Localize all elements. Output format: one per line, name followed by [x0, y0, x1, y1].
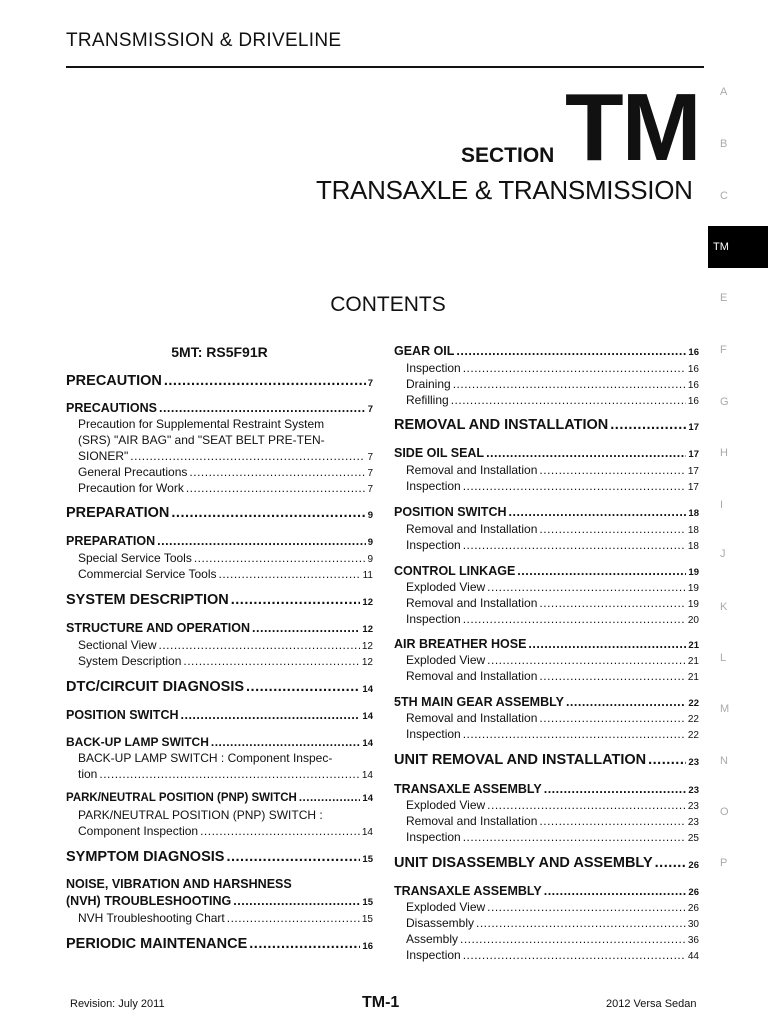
toc-entry-symptom-diagnosis[interactable]: [66, 849, 373, 865]
toc-label: Inspection: [406, 727, 461, 741]
toc-label: SIDE OIL SEAL: [394, 446, 485, 460]
toc-page: 18: [688, 508, 699, 519]
toc-label: Assembly: [406, 932, 459, 946]
toc-entry-gear-oil-inspection[interactable]: [394, 361, 699, 375]
toc-page: 14: [362, 684, 373, 695]
toc-page: 15: [361, 914, 373, 925]
toc-page: 14: [362, 711, 373, 722]
header-title: TRANSMISSION & DRIVELINE: [66, 30, 342, 51]
toc-entry-control-linkage[interactable]: [394, 564, 699, 578]
toc-page: 19: [688, 567, 699, 578]
toc-page: 7: [367, 468, 373, 479]
toc-page: 15: [362, 854, 373, 865]
toc-label: Inspection: [406, 361, 461, 375]
toc-entry-fifth-main-gear[interactable]: [394, 695, 699, 709]
tab-f[interactable]: F: [720, 344, 727, 356]
toc-page: 21: [687, 672, 699, 683]
toc-label: Component Inspection: [78, 824, 199, 838]
toc-entry-backup-comp-line1[interactable]: BACK-UP LAMP SWITCH : Component Inspec-: [78, 751, 333, 765]
toc-label: Inspection: [406, 612, 461, 626]
toc-page: 7: [367, 452, 373, 463]
toc-entry-sos-removal[interactable]: [394, 463, 699, 477]
toc-page: 17: [687, 466, 699, 477]
toc-entry-position-switch[interactable]: [66, 708, 373, 722]
toc-entry-cl-inspection[interactable]: [394, 612, 699, 626]
toc-page: 22: [687, 730, 699, 741]
toc-entry-refilling[interactable]: [394, 393, 699, 407]
toc-page: 26: [687, 903, 699, 914]
toc-entry-structure-and-operation[interactable]: [66, 621, 373, 635]
toc-page: 12: [362, 597, 373, 608]
toc-label: PRECAUTION: [66, 373, 162, 389]
header-rule: [66, 66, 704, 68]
toc-page: 14: [362, 793, 373, 804]
toc-entry-periodic-maintenance[interactable]: [66, 936, 373, 952]
footer-model: 2012 Versa Sedan: [606, 998, 697, 1010]
toc-page: 18: [687, 541, 699, 552]
contents-title: CONTENTS: [330, 293, 446, 316]
toc-page: 9: [367, 554, 373, 565]
footer-page-id: TM-1: [362, 994, 400, 1011]
toc-label: Exploded View: [406, 653, 486, 667]
toc-page: 26: [688, 860, 699, 871]
toc-label: Draining: [406, 377, 451, 391]
toc-page: 14: [361, 770, 373, 781]
toc-page: 36: [687, 935, 699, 946]
toc-page: 16: [687, 396, 699, 407]
tab-tm[interactable]: TM: [708, 226, 768, 268]
toc-label: UNIT DISASSEMBLY AND ASSEMBLY: [394, 855, 653, 871]
toc-label: System Description: [78, 654, 182, 668]
tab-a[interactable]: A: [720, 86, 728, 98]
toc-label: Removal and Installation: [406, 669, 538, 683]
toc-label: Removal and Installation: [406, 522, 538, 536]
toc-label: PERIODIC MAINTENANCE: [66, 936, 248, 952]
tab-e[interactable]: E: [720, 292, 728, 304]
toc-entry-unit-disassembly[interactable]: [394, 855, 699, 871]
toc-label: Removal and Installation: [406, 814, 538, 828]
toc-entry-commercial-service-tools[interactable]: [66, 567, 373, 581]
toc-label: Sectional View: [78, 638, 157, 652]
toc-entry-dtc-circuit-diagnosis[interactable]: [66, 679, 373, 695]
toc-page: 7: [367, 484, 373, 495]
toc-entry-ta2-disassembly[interactable]: [394, 916, 699, 930]
section-code: TM: [565, 74, 700, 181]
toc-entry-ps-removal[interactable]: [394, 522, 699, 536]
toc-entry-pnp-comp-line2[interactable]: [66, 824, 373, 838]
toc-label: Inspection: [406, 948, 461, 962]
toc-label: Removal and Installation: [406, 596, 538, 610]
toc-label: GEAR OIL: [394, 344, 455, 358]
toc-entry-fmg-removal[interactable]: [394, 711, 699, 725]
toc-page: 12: [361, 657, 373, 668]
tab-g[interactable]: G: [720, 396, 729, 408]
toc-page: 7: [367, 378, 373, 389]
toc-label: AIR BREATHER HOSE: [394, 637, 527, 651]
toc-label: Exploded View: [406, 900, 486, 914]
toc-page: 17: [687, 482, 699, 493]
toc-page: 23: [688, 785, 699, 796]
toc-page: 14: [361, 827, 373, 838]
toc-label: CONTROL LINKAGE: [394, 564, 516, 578]
section-word: SECTION: [461, 144, 555, 167]
toc-entry-srs-line2[interactable]: (SRS) "AIR BAG" and "SEAT BELT PRE-TEN-: [78, 433, 325, 447]
toc-entry-air-breather-hose[interactable]: [394, 637, 699, 651]
toc-entry-special-service-tools[interactable]: [66, 551, 373, 565]
toc-label: Inspection: [406, 830, 461, 844]
toc-label: SYSTEM DESCRIPTION: [66, 592, 229, 608]
toc-label: POSITION SWITCH: [66, 708, 179, 722]
toc-page: 18: [687, 525, 699, 536]
toc-page: 44: [687, 951, 699, 962]
toc-label: UNIT REMOVAL AND INSTALLATION: [394, 752, 647, 768]
toc-entry-abh-removal[interactable]: [394, 669, 699, 683]
tab-h[interactable]: H: [720, 447, 728, 459]
toc-label: SYMPTOM DIAGNOSIS: [66, 849, 225, 865]
toc-label: (NVH) TROUBLESHOOTING: [66, 894, 232, 908]
toc-entry-system-description-item[interactable]: [66, 654, 373, 668]
toc-page: 22: [687, 714, 699, 725]
toc-page: 23: [687, 801, 699, 812]
toc-label: Exploded View: [406, 580, 486, 594]
toc-label: Exploded View: [406, 798, 486, 812]
toc-label: PRECAUTIONS: [66, 401, 157, 415]
toc-page: 9: [367, 537, 373, 548]
toc-entry-ta1-removal[interactable]: [394, 814, 699, 828]
toc-label: NVH Troubleshooting Chart: [78, 911, 225, 925]
tab-b[interactable]: B: [720, 138, 728, 150]
toc-label: Precaution for Work: [78, 481, 184, 495]
tab-j[interactable]: J: [720, 548, 726, 560]
toc-entry-srs-line1[interactable]: Precaution for Supplemental Restraint System: [78, 417, 325, 431]
toc-label: Inspection: [406, 538, 461, 552]
toc-entry-nvh-line1[interactable]: NOISE, VIBRATION AND HARSHNESS: [66, 877, 292, 891]
tab-l[interactable]: L: [720, 652, 727, 664]
toc-entry-fmg-inspection[interactable]: [394, 727, 699, 741]
toc-entry-transaxle-assembly-1[interactable]: [394, 782, 699, 796]
toc-entry-abh-exploded[interactable]: [394, 653, 699, 667]
toc-label: Inspection: [406, 479, 461, 493]
toc-entry-preparation[interactable]: [66, 505, 373, 521]
toc-label: REMOVAL AND INSTALLATION: [394, 417, 609, 433]
toc-entry-pnp-switch[interactable]: [66, 792, 373, 804]
toc-entry-gear-oil[interactable]: [394, 344, 699, 358]
tab-o[interactable]: O: [720, 806, 729, 818]
tab-i[interactable]: I: [720, 499, 724, 511]
toc-page: 16: [687, 364, 699, 375]
toc-label: DTC/CIRCUIT DIAGNOSIS: [66, 679, 245, 695]
toc-entry-sectional-view[interactable]: [66, 638, 373, 652]
toc-label: Disassembly: [406, 916, 475, 930]
toc-page: 20: [687, 615, 699, 626]
toc-label: TRANSAXLE ASSEMBLY: [394, 782, 542, 796]
toc-page: 26: [688, 887, 699, 898]
toc-page: 30: [687, 919, 699, 930]
toc-label: PREPARATION: [66, 505, 170, 521]
toc-page: 19: [687, 583, 699, 594]
toc-page: 17: [688, 449, 699, 460]
toc-entry-system-description[interactable]: [66, 592, 373, 608]
toc-entry-draining[interactable]: [394, 377, 699, 391]
toc-entry-unit-removal[interactable]: [394, 752, 699, 768]
tab-n[interactable]: N: [720, 755, 728, 767]
toc-page: 21: [688, 640, 699, 651]
toc-entry-cl-exploded[interactable]: [394, 580, 699, 594]
toc-page: 12: [362, 624, 373, 635]
toc-entry-cl-removal[interactable]: [394, 596, 699, 610]
toc-page: 22: [688, 698, 699, 709]
toc-label: TRANSAXLE ASSEMBLY: [394, 884, 542, 898]
toc-entry-preparation-sub[interactable]: [66, 534, 373, 548]
toc-label: General Precautions: [78, 465, 188, 479]
toc-entry-precautions[interactable]: [66, 401, 373, 415]
toc-page: 15: [362, 897, 373, 908]
toc-label: 5TH MAIN GEAR ASSEMBLY: [394, 695, 564, 709]
toc-label: Special Service Tools: [78, 551, 192, 565]
toc-label: SIONER": [78, 449, 129, 463]
toc-label: PARK/NEUTRAL POSITION (PNP) SWITCH: [66, 792, 297, 804]
toc-entry-ta2-inspection[interactable]: [394, 948, 699, 962]
toc-label: Refilling: [406, 393, 449, 407]
toc-page: 17: [688, 422, 699, 433]
toc-entry-general-precautions[interactable]: [66, 465, 373, 479]
toc-entry-backup-comp-line2[interactable]: [66, 767, 373, 781]
tab-c[interactable]: C: [720, 190, 728, 202]
toc-page: 19: [687, 599, 699, 610]
toc-entry-ta2-exploded[interactable]: [394, 900, 699, 914]
toc-page: 9: [367, 510, 373, 521]
toc-label: Removal and Installation: [406, 463, 538, 477]
toc-page: 21: [687, 656, 699, 667]
toc-entry-transaxle-assembly-2[interactable]: [394, 884, 699, 898]
toc-label: STRUCTURE AND OPERATION: [66, 621, 251, 635]
toc-entry-backup-lamp-switch[interactable]: [66, 735, 373, 749]
transmission-model-heading: 5MT: RS5F91R: [171, 344, 268, 360]
toc-page: 16: [362, 941, 373, 952]
tab-k[interactable]: K: [720, 601, 728, 613]
tab-m[interactable]: M: [720, 703, 730, 715]
toc-page: 25: [687, 833, 699, 844]
section-index-tabs: [708, 0, 768, 1024]
toc-entry-srs-line3[interactable]: [66, 449, 373, 463]
toc-label: POSITION SWITCH: [394, 505, 507, 519]
toc-label: Commercial Service Tools: [78, 567, 217, 581]
toc-entry-precaution[interactable]: [66, 373, 373, 389]
toc-page: 12: [361, 641, 373, 652]
tab-p[interactable]: P: [720, 857, 728, 869]
toc-entry-side-oil-seal[interactable]: [394, 446, 699, 460]
toc-page: 7: [367, 404, 373, 415]
toc-entry-position-switch-r[interactable]: [394, 505, 699, 519]
toc-entry-nvh-line2[interactable]: [66, 894, 373, 908]
section-name: TRANSAXLE & TRANSMISSION: [316, 175, 693, 205]
toc-entry-precaution-for-work[interactable]: [66, 481, 373, 495]
toc-entry-pnp-comp-line1[interactable]: PARK/NEUTRAL POSITION (PNP) SWITCH :: [78, 808, 323, 822]
toc-entry-ta2-assembly[interactable]: [394, 932, 699, 946]
toc-page: 23: [687, 817, 699, 828]
toc-entry-ta1-exploded[interactable]: [394, 798, 699, 812]
toc-entry-ps-inspection[interactable]: [394, 538, 699, 552]
toc-label: PREPARATION: [66, 534, 156, 548]
toc-entry-sos-inspection[interactable]: [394, 479, 699, 493]
toc-entry-nvh-chart[interactable]: [66, 911, 373, 925]
toc-label: tion: [78, 767, 98, 781]
toc-page: 23: [688, 757, 699, 768]
toc-page: 14: [362, 738, 373, 749]
toc-entry-ta1-inspection[interactable]: [394, 830, 699, 844]
toc-page: 16: [688, 347, 699, 358]
toc-label: BACK-UP LAMP SWITCH: [66, 735, 209, 749]
toc-page: 11: [362, 570, 373, 581]
toc-page: 16: [687, 380, 699, 391]
footer-revision: Revision: July 2011: [70, 998, 165, 1010]
toc-entry-removal-and-installation[interactable]: [394, 417, 699, 433]
toc-label: Removal and Installation: [406, 711, 538, 725]
